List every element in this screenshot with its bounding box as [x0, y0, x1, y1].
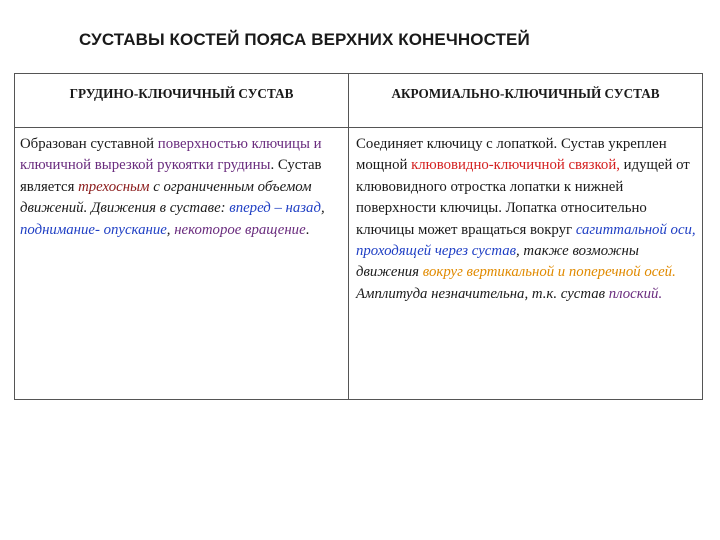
text-segment: Соединяет ключицу с лопаткой. Сустав укреплен мощной [356, 136, 667, 174]
text-segment: некоторое вращение [174, 221, 306, 238]
text-segment: вперед – назад [229, 200, 321, 217]
text-segment: плоский. [608, 285, 663, 302]
text-segment: . [305, 221, 310, 238]
text-segment: трехосным [78, 178, 150, 195]
header-sternoclavicular: ГРУДИНО-КЛЮЧИЧНЫЙ СУСТАВ [15, 74, 349, 128]
text-segment: идущей от клювовидного отростка лопатки к нижней поверхности ключицы. Лопатка относительно ключицы может вращаться вокруг [356, 157, 690, 238]
joints-table [14, 73, 703, 400]
text-segment: клювовидно-ключичной связкой, [411, 157, 620, 174]
text-segment: . Сустав является [20, 157, 322, 195]
text-segment: с ограниченным объемом движений. Движения в суставе: [20, 178, 312, 217]
text-segment: Амплитуда незначительна, т.к. сустав [356, 285, 609, 302]
text-segment: поверхностью ключицы и ключичной вырезкой рукоятки грудины [20, 136, 322, 174]
text-segment: , также возможны движения [356, 243, 639, 281]
text-segment: вокруг вертикальной и поперечной осей. [422, 264, 676, 281]
table-row [15, 128, 703, 400]
sternoclavicular-description [15, 128, 349, 400]
text-segment: , [166, 221, 175, 238]
page-title: СУСТАВЫ КОСТЕЙ ПОЯСА ВЕРХНИХ КОНЕЧНОСТЕЙ [79, 30, 530, 49]
text-segment: сагиттальной оси, проходящей через сустав [356, 221, 696, 260]
table-header-row [15, 74, 703, 128]
text-segment: Образован суставной [20, 136, 158, 152]
text-segment: поднимание- опускание [20, 221, 167, 238]
acromioclavicular-description [349, 128, 703, 400]
text-segment: , [320, 200, 325, 217]
header-acromioclavicular: АКРОМИАЛЬНО-КЛЮЧИЧНЫЙ СУСТАВ [349, 74, 703, 128]
